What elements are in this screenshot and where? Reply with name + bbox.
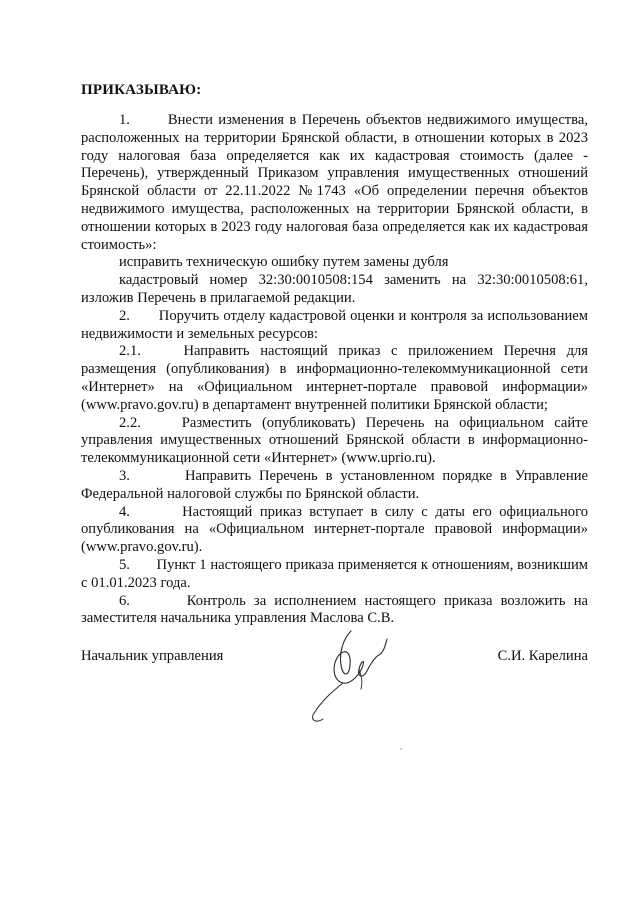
paragraph-item-1: 1. Внести изменения в Перечень объектов недвижимого имущества, расположенных на территории Брянской области, в отношении которых в 2023 году налоговая база определяется как их кадастровая стоимость (далее - Перечень), утвержденный Приказом управления имущественных отношений Брянской области от 22.11.2022 №1743 «Об определении перечня объектов недвижимого имущества, расположенных на территории Брянской области, в отношении которых в 2023 году налоговая база определяется как их кадастровая стоимость»:: [81, 112, 588, 253]
paragraph-fix-error: исправить техническую ошибку путем замены дубля: [119, 254, 449, 271]
order-body: [81, 112, 588, 628]
paragraph-item-4: 4. Настоящий приказ вступает в силу с даты его официального опубликования на «Официальном интернет-портале правовой информации» (www.pravo.gov.ru).: [81, 503, 588, 556]
paragraph-item-5: 5. Пункт 1 настоящего приказа применяется к отношениям, возникшим с 01.01.2023 года.: [81, 556, 588, 591]
paragraph-item-2-2: 2.2. Разместить (опубликовать) Перечень на официальном сайте управления имущественных отношений Брянской области в информационно-телекоммуникационной сети «Интернет» (www.uprio.ru).: [81, 414, 588, 467]
handwritten-signature: [303, 625, 393, 725]
paragraph-item-2-1: 2.1. Направить настоящий приказ с приложением Перечня для размещения (опубликования) в информационно-телекоммуникационной сети «Интернет» на «Официальном интернет-портале правовой информации» (www.pravo.gov.ru) в департамент внутренней политики Брянской области;: [81, 343, 588, 413]
order-heading: ПРИКАЗЫВАЮ:: [81, 82, 202, 98]
paragraph-item-6: 6. Контроль за исполнением настоящего приказа возложить на заместителя начальника управления Маслова С.В.: [81, 592, 588, 627]
signatory-position: Начальник управления: [81, 648, 224, 664]
scan-speck: [400, 748, 402, 750]
signatory-name: С.И. Карелина: [497, 648, 588, 664]
paragraph-item-2: 2. Поручить отделу кадастровой оценки и контроля за использованием недвижимости и земельных ресурсов:: [81, 307, 588, 342]
paragraph-item-3: 3. Направить Перечень в установленном порядке в Управление Федеральной налоговой службы по Брянской области.: [81, 467, 588, 502]
paragraph-cadastral-number: кадастровый номер 32:30:0010508:154 заменить на 32:30:0010508:61, изложив Перечень в прилагаемой редакции.: [81, 272, 588, 306]
